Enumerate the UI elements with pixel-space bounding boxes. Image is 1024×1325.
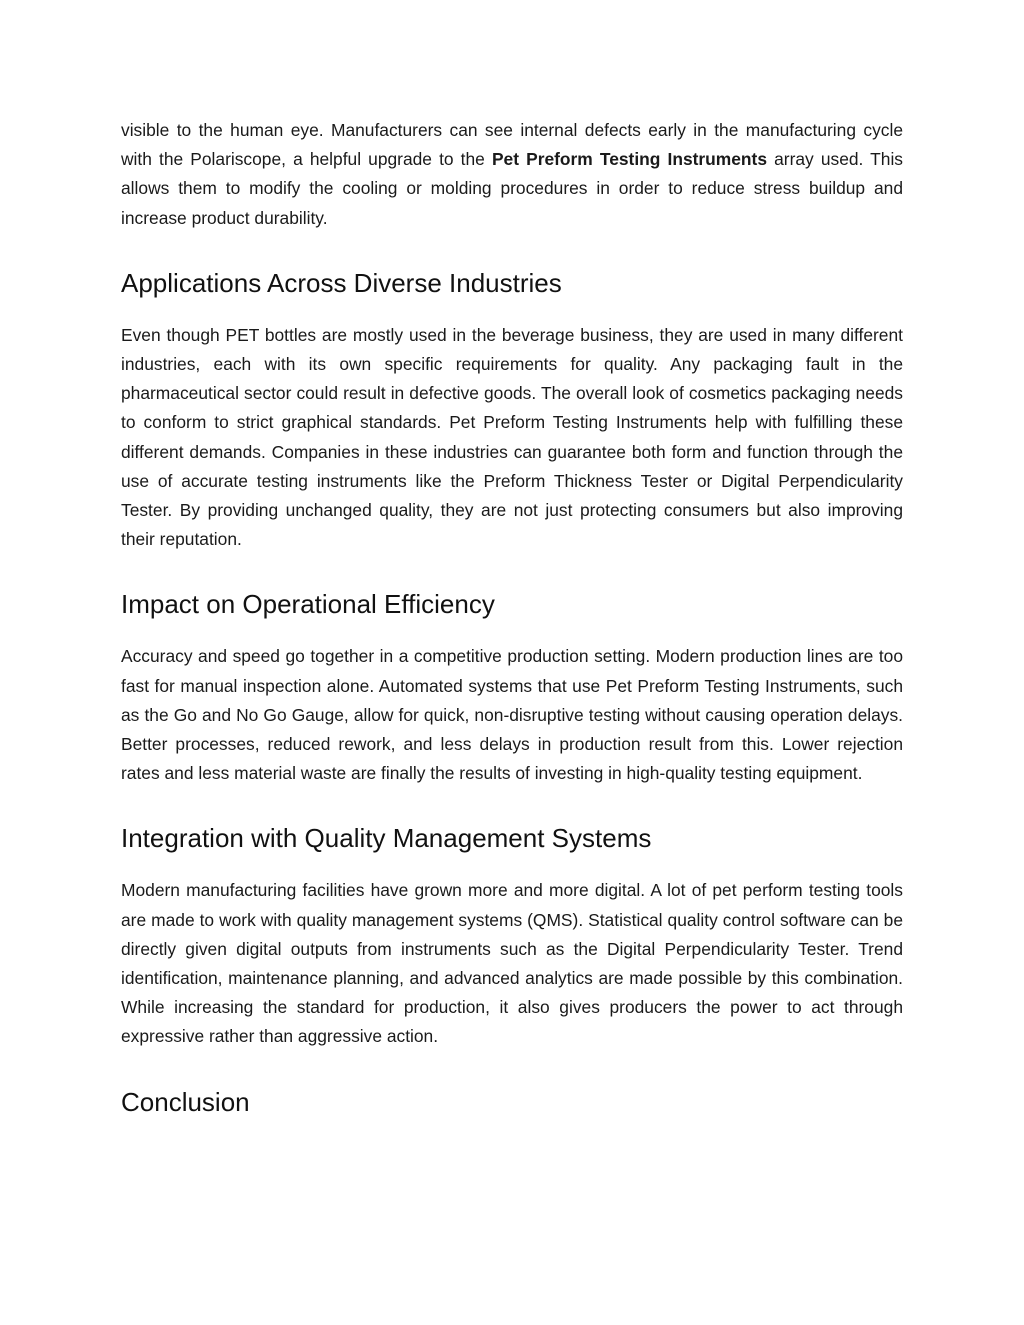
intro-bold-term: Pet Preform Testing Instruments bbox=[491, 149, 768, 170]
document-page bbox=[121, 116, 903, 1118]
heading-operational-efficiency: Impact on Operational Efficiency bbox=[121, 589, 495, 620]
heading-quality-management: Integration with Quality Management Systems bbox=[121, 823, 652, 854]
heading-applications: Applications Across Diverse Industries bbox=[121, 267, 562, 298]
heading-conclusion: Conclusion bbox=[121, 1086, 250, 1117]
intro-text-start: visible to the human eye. Manufacturers can see internal defects early in the manufacturing cycle with the Polariscope, a helpful upgrade to the bbox=[121, 120, 903, 170]
intro-text-end: array used. This allows them to modify the cooling or molding procedures in order to reduce stress buildup and increase product durability. bbox=[121, 149, 903, 228]
paragraph-quality-management: Modern manufacturing facilities have grown more and more digital. A lot of pet perform testing tools are made to work with quality management systems (QMS). Statistical quality control software can be directly given digital outputs from instruments such as the Digital Perpendicularity Tester. Trend identification, maintenance planning, and advanced analytics are made possible by this combination. While increasing the standard for production, it also gives producers the power to act through expressive rather than aggressive action. bbox=[121, 880, 903, 1047]
paragraph-operational-efficiency: Accuracy and speed go together in a competitive production setting. Modern production lines are too fast for manual inspection alone. Automated systems that use Pet Preform Testing Instruments, such as the Go and No Go Gauge, allow for quick, non-disruptive testing without causing operation delays. Better processes, reduced rework, and less delays in production result from this. Lower rejection rates and less material waste are finally the results of investing in high-quality testing equipment. bbox=[121, 646, 903, 784]
paragraph-applications: Even though PET bottles are mostly used in the beverage business, they are used in many different industries, each with its own specific requirements for quality. Any packaging fault in the pharmaceutical sector could result in defective goods. The overall look of cosmetics packaging needs to conform to strict graphical standards. Pet Preform Testing Instruments help with fulfilling these different demands. Companies in these industries can guarantee both form and function through the use of accurate testing instruments like the Preform Thickness Tester or Digital Perpendicularity Tester. By providing unchanged quality, they are not just protecting consumers but also improving their reputation. bbox=[121, 324, 903, 550]
intro-paragraph bbox=[121, 116, 903, 233]
